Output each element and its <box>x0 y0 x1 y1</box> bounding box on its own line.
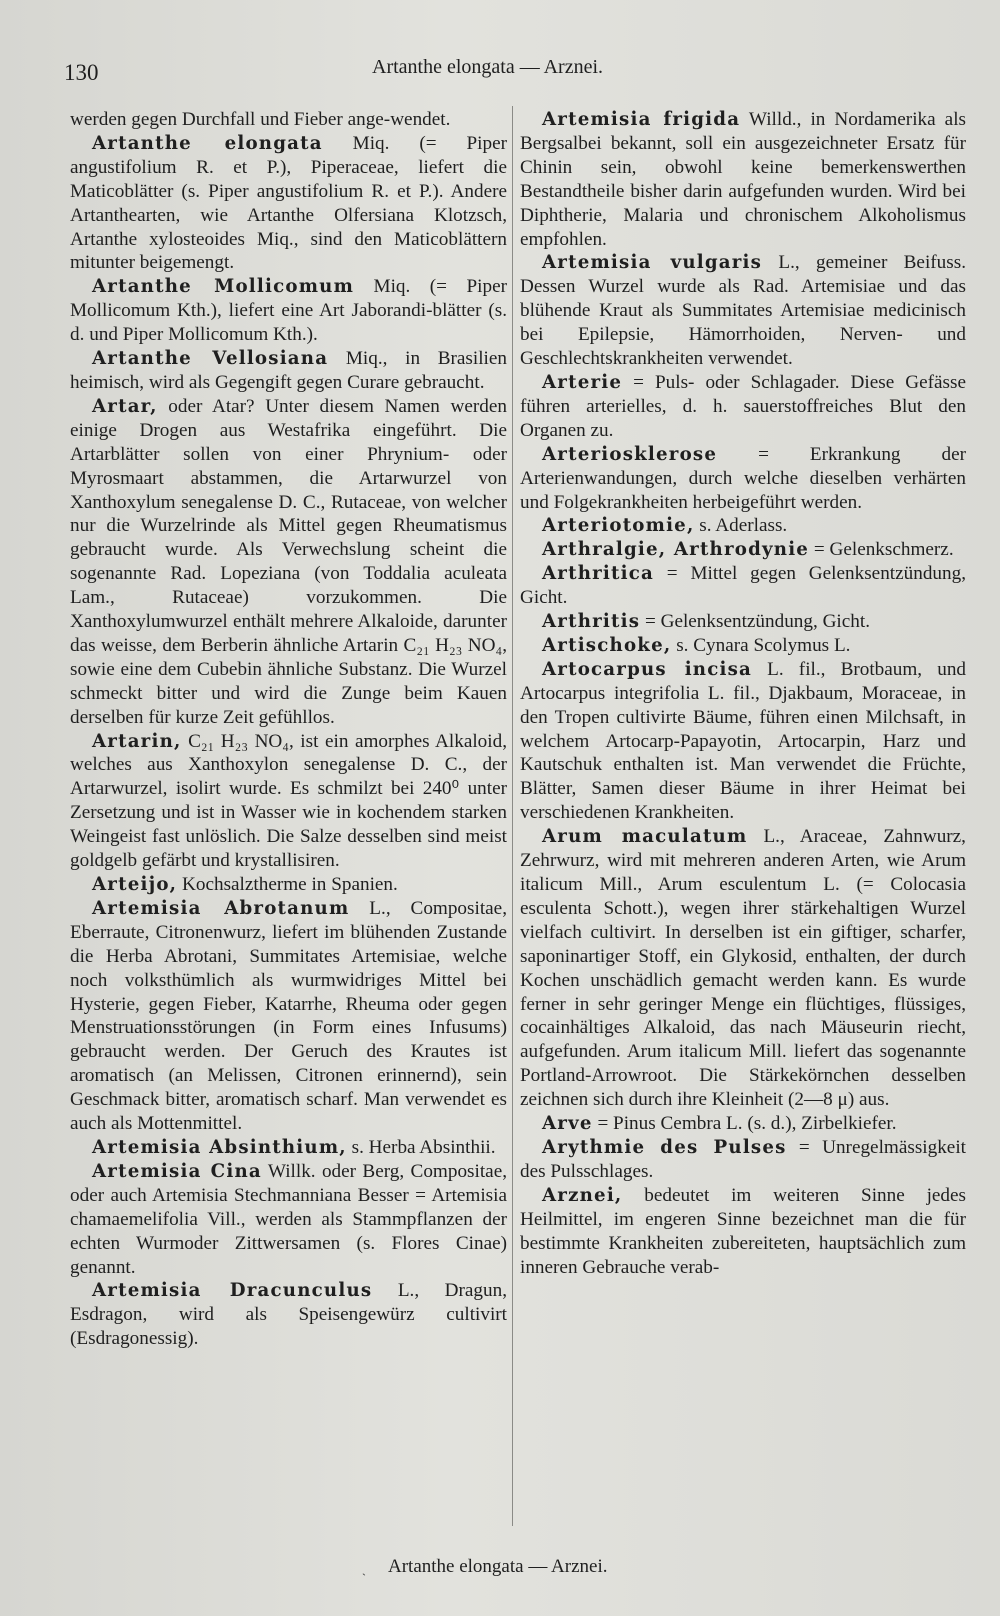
footer-running-text: Artanthe elongata — Arznei. <box>388 1556 608 1577</box>
entry-text: L., Araceae, Zahnwurz, Zehrwurz, wird mit mehreren anderen Arten, wie Arum italicum Mill., Arum esculentum L. (= Colocasia esculenta Schott.), wegen ihrer stärkehaltigen Wurzel vielfach cultivirt. In derselben ist ein giftiger, scharfer, saponinartiger Stoff, ein Glykosid, enthalten, der durch Kochen unschädlich gemacht werden kann. Es wurde ferner in sehr geringer Menge ein flüchtiges, flüssiges, cocainhältiges Alkaloid, das nach Mäuseurin riecht, aufgefunden. Arum italicum Mill. liefert das sogenannte Portland-Arrowroot. Die Stärkekörnchen desselben zeichnen sich durch ihre Kleinheit (2—8 μ) aus. <box>520 826 966 1111</box>
entry-text: werden gegen Durchfall und Fieber ange-wendet. <box>70 109 451 130</box>
column-divider <box>512 106 513 1526</box>
page-footer <box>0 1552 1000 1588</box>
entry-text: s. Cynara Scolymus L. <box>671 634 851 656</box>
entry-text: C₂₁ H₂₃ NO₄, ist ein amorphes Alkaloid, welches aus Xanthoxylon senegalense D. C., der Artarwurzel, isolirt wurde. Es schmilzt bei 240⁰ unter Zersetzung und ist in Wasser wie in kochendem starken Weingeist fast unlöslich. Die Salze desselben sind meist goldgelb gefärbt und krystallisiren. <box>70 730 507 872</box>
entry <box>70 275 507 347</box>
entry <box>520 371 966 443</box>
entry-text: = Pinus Cembra L. (s. d.), Zirbelkiefer. <box>592 1113 897 1135</box>
entry <box>520 634 966 658</box>
entry-text: s. Aderlass. <box>694 515 788 537</box>
entry-text: Miq. (= Piper angustifolium R. et P.), Piperaceae, liefert die Maticoblätter (s. Piper angustifolium R. et P.). Andere Artanthearten, wie Artanthe Olfersiana Klotzsch, Artanthe xylosteoides Miq., sind den Maticoblättern mitunter beigemengt. <box>70 132 507 274</box>
entry <box>520 251 966 371</box>
entry-text: Willd., in Nordamerika als Bergsalbei bekannt, soll ein ausgezeichneter Ersatz für Chinin sein, obwohl keine bemerkenswerthen Bestandtheile bisher darin aufgefunden wurden. Wird bei Diphtherie, Malaria und chronischem Alkoholismus empfohlen. <box>520 109 966 250</box>
entry-headword: Arve <box>542 1113 593 1135</box>
entry-text: Willk. oder Berg, Compositae, oder auch Artemisia Stechmanniana Besser = Artemisia chamaemelifolia Vill., werden als Stammpflanzen der echten Wurmoder Zittwersamen (s. Flores Cinae) genannt. <box>70 1160 508 1278</box>
entry <box>520 562 966 610</box>
entry <box>520 538 966 562</box>
entry-headword: Artemisia Absinthium, <box>92 1136 347 1158</box>
entry-headword: Artar, <box>92 395 158 417</box>
entry <box>70 730 507 873</box>
entry-text: = Erkrankung der Arterienwandungen, durch welche dieselben verhärten und Folgekrankheiten herbeigeführt werden. <box>520 443 966 513</box>
entry-headword: Arteriotomie, <box>542 515 695 537</box>
entry-headword: Arythmie des Pulses <box>542 1136 787 1158</box>
entry-text: bedeutet im weiteren Sinne jedes Heilmittel, im engeren Sinne bezeichnet man die für bestimmte Krankheiten zubereiteten, hauptsächlich zum inneren Gebrauche verab- <box>520 1184 966 1278</box>
entry-text: oder Atar? Unter diesem Namen werden einige Drogen aus Westafrika eingeführt. Die Artarblätter sollen von einer Phrynium- oder Myrosmaart abstammen, die Artarwurzel von Xanthoxylum senegalense D. C., Rutaceae, von welcher nur die Wurzelrinde als Mittel gegen Rheumatismus gebraucht wurde. Als Verwechslung scheint die sogenannte Rad. Lopeziana (von Toddalia aculeata Lam., Rutaceae) vorzukommen. Die Xanthoxylumwurzel enthält mehrere Alkaloide, darunter das weisse, dem Berberin ähnliche Artarin C₂₁ H₂₃ NO₄, sowie eine dem Cubebin ähnliche Substanz. Die Wurzel schmeckt bitter und wird die Zunge beim Kauen derselben für kurze Zeit gefühllos. <box>70 395 507 728</box>
entry-text: = Puls- oder Schlagader. Diese Gefässe führen arterielles, d. h. sauerstoffreiches Blut den Organen zu. <box>520 371 966 441</box>
entry <box>520 658 966 825</box>
entry-headword: Artemisia Dracunculus <box>92 1280 373 1302</box>
entry-headword: Artanthe elongata <box>92 132 323 154</box>
entry-text: Miq. (= Piper Mollicomum Kth.), liefert eine Art Jaborandi-blätter (s. d. und Piper Mollicomum Kth.). <box>70 276 507 346</box>
entry-text: = Mittel gegen Gelenksentzündung, Gicht. <box>520 563 966 609</box>
entry-headword: Artemisia vulgaris <box>542 252 763 274</box>
entry <box>520 1136 966 1184</box>
entry <box>520 443 966 515</box>
entry <box>70 1279 507 1351</box>
entry-headword: Artemisia Abrotanum <box>92 897 350 919</box>
entry-headword: Artanthe Vellosiana <box>92 348 329 370</box>
entry <box>520 825 966 1112</box>
right-column <box>520 108 966 1279</box>
entry-text: Kochsalztherme in Spanien. <box>177 874 398 895</box>
entry-headword: Arthritis <box>542 611 641 633</box>
page-header <box>0 52 1000 92</box>
entry <box>70 395 507 730</box>
entry <box>70 108 507 132</box>
entry-headword: Arthralgie, Arthrodynie <box>542 539 810 561</box>
entry <box>520 1112 966 1136</box>
page-number: 130 <box>64 60 99 85</box>
entry-text: Miq., in Brasilien heimisch, wird als Gegengift gegen Curare gebraucht. <box>70 348 507 393</box>
entry <box>520 108 966 251</box>
entry-headword: Artanthe Mollicomum <box>92 276 355 298</box>
left-column <box>70 108 507 1351</box>
entry-headword: Artischoke, <box>542 634 672 656</box>
entry-text: L., gemeiner Beifuss. Dessen Wurzel wurde als Rad. Artemisiae und das blühende Kraut als Summitates Artemisiae medicinisch bei Epilepsie, Hämorrhoiden, Nerven- und Geschlechtskrankheiten verwendet. <box>520 252 966 370</box>
entry <box>70 1160 507 1280</box>
entry <box>70 873 507 897</box>
entry-headword: Arteijo, <box>92 874 178 895</box>
entry-text: L., Compositae, Eberraute, Citronenwurz, liefert im blühenden Zustande die Herba Abrotani, Summitates Artemisiae, welche noch volksthümlich als wurmwidriges Mittel bei Hysterie, gegen Fieber, Katarrhe, Rheuma oder gegen Menstruationsstörungen (in Form eines Infusums) gebraucht werden. Der Geruch des Krautes ist aromatisch (an Melissen, Citronen erinnernd), sein Geschmack bitter, aromatisch scharf. Man verwendet es auch als Mottenmittel. <box>70 897 507 1135</box>
entry-headword: Arznei, <box>542 1184 623 1206</box>
entry <box>70 897 507 1136</box>
entry <box>70 132 507 275</box>
entry-text: = Gelenksentzündung, Gicht. <box>640 611 871 633</box>
entry <box>70 347 507 395</box>
entry-headword: Arum maculatum <box>542 826 748 848</box>
entry-text: s. Herba Absinthii. <box>346 1136 496 1158</box>
entry-headword: Artocarpus incisa <box>542 658 753 680</box>
entry <box>520 610 966 634</box>
footer-mark: ˎ <box>362 1562 366 1576</box>
entry-headword: Artemisia Cina <box>92 1160 262 1182</box>
entry-headword: Artarin, <box>92 730 182 752</box>
entry-headword: Arthritica <box>542 563 654 585</box>
entry-text: L. fil., Brotbaum, und Artocarpus integrifolia L. fil., Djakbaum, Moraceae, in den Tropen cultivirte Bäume, führen einen Milchsaft, in welchem Artocarp-Papayotin, Artocarpin, Harz und Kautschuk enthalten ist. Man verwendet die Früchte, Blätter, Samen dieser Bäume in ihrer Heimat bei verschiedenen Krankheiten. <box>520 658 967 824</box>
entry <box>70 1136 507 1160</box>
entry-text: = Gelenkschmerz. <box>809 539 954 561</box>
entry <box>520 514 966 538</box>
running-head: Artanthe elongata — Arznei. <box>372 56 604 78</box>
entry-headword: Arterie <box>542 371 623 393</box>
entry-text: L., Dragun, Esdragon, wird als Speisengewürz cultivirt (Esdragonessig). <box>70 1280 507 1350</box>
entry-text: = Unregelmässigkeit des Pulsschlages. <box>520 1136 966 1182</box>
entry-headword: Artemisia frigida <box>542 109 741 130</box>
entry <box>520 1184 966 1280</box>
entry-headword: Arteriosklerose <box>542 443 718 465</box>
